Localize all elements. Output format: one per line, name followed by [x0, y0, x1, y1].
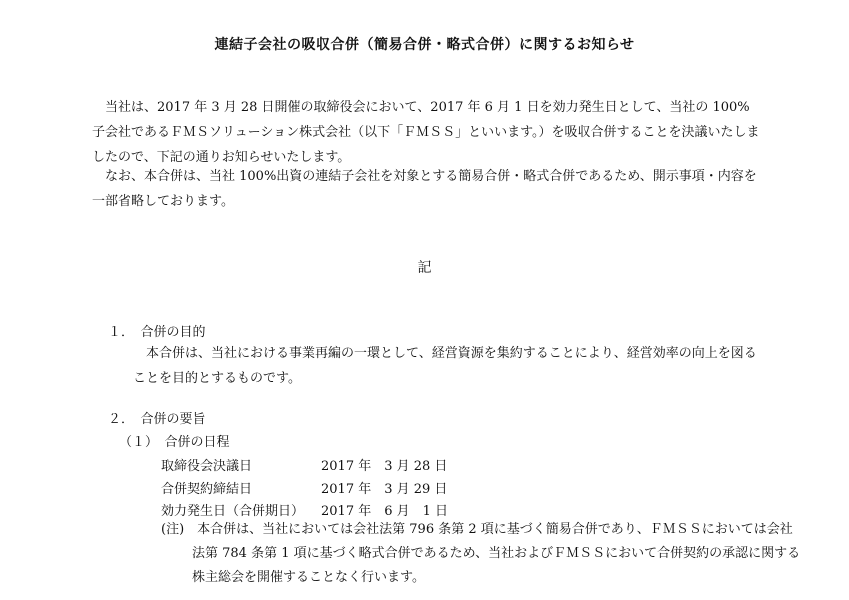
section-heading-purpose: １． 合併の目的 [108, 325, 206, 340]
schedule-date: 2017 年 3 月 29 日 [321, 482, 448, 497]
subsection-heading-schedule: （１） 合併の日程 [119, 435, 230, 450]
schedule-date: 2017 年 3 月 28 日 [321, 459, 448, 474]
intro-note-paragraph: なお、本合併は、当社 100%出資の連結子会社を対象とする簡易合併・略式合併であるため、開示事項・内容を一部省略しております。 [92, 169, 757, 209]
schedule-label: 合併契約締結日 [161, 482, 253, 497]
schedule-note: (注) 本合併は、当社においては会社法第 796 条第 2 項に基づく簡易合併であり、ＦＭＳＳにおいては会社法第 784 条第 1 項に基づく略式合併であるため、当社およびＦＭＳＳにおいて合併契約の承認に関する株主総会を開催することなく行います。 [161, 522, 801, 585]
section-heading-summary: ２． 合併の要旨 [108, 412, 206, 427]
section-body-purpose: 本合併は、当社における事業再編の一環として、経営資源を集約することにより、経営効率の向上を図ることを目的とするものです。 [133, 346, 757, 386]
schedule-label: 取締役会決議日 [161, 459, 253, 474]
ki-marker: 記 [417, 260, 432, 276]
schedule-date: 2017 年 6 月 1 日 [321, 504, 449, 519]
schedule-label: 効力発生日（合併期日） [161, 504, 305, 519]
document-title: 連結子会社の吸収合併（簡易合併・略式合併）に関するお知らせ [214, 37, 635, 53]
intro-paragraph: 当社は、2017 年 3 月 28 日開催の取締役会において、2017 年 6 月 1 日を効力発生日として、当社の 100%子会社であるＦＭＳソリューション株式会社（以下「ＦＭＳＳ」といいます。）を吸収合併することを決議いたしましたので、下記の通りお知らせいたします。 [92, 100, 760, 165]
